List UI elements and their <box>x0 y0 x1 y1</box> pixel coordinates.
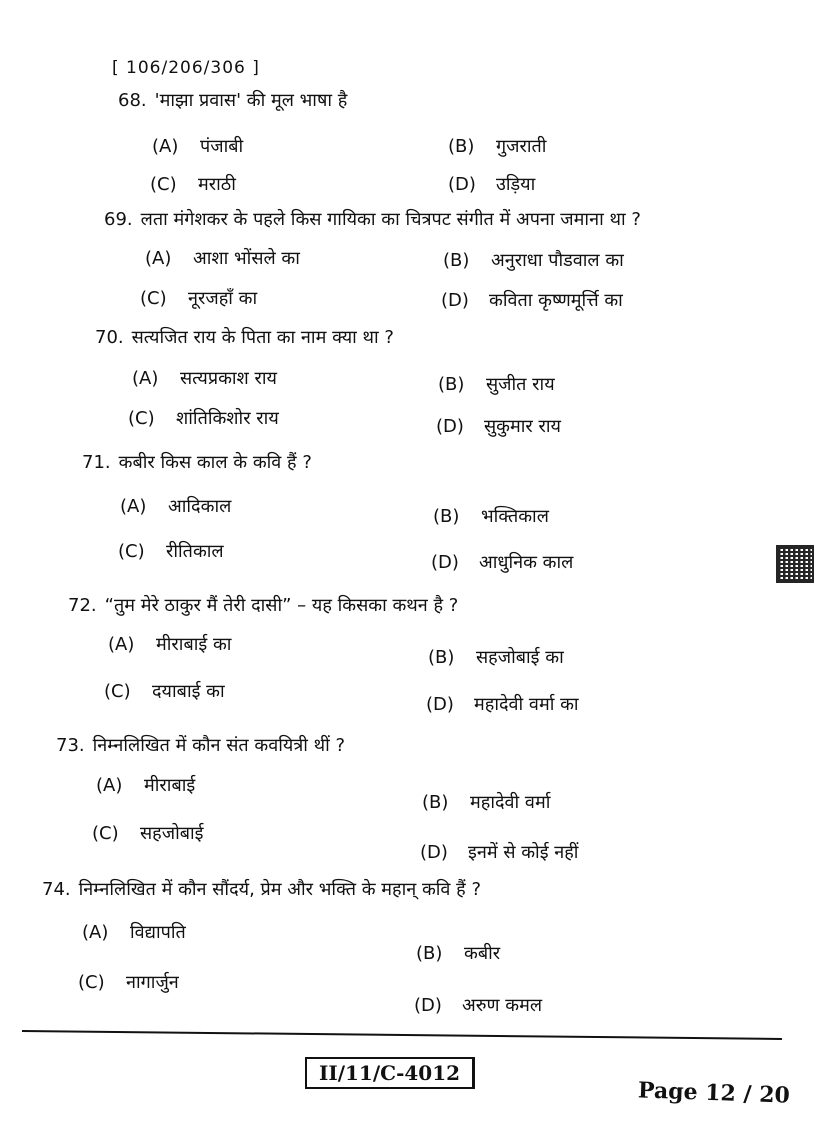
option-d <box>414 993 542 1017</box>
question-number: 68. <box>118 90 147 111</box>
option-d <box>426 692 579 716</box>
option-label: (D) <box>431 552 459 573</box>
option-label: (C) <box>118 541 145 562</box>
booklet-code: II/11/C-4012 <box>305 1057 475 1089</box>
option-text: रीतिकाल <box>166 541 224 562</box>
option-label: (A) <box>132 368 159 389</box>
option-c <box>104 679 225 703</box>
option-a <box>120 494 231 518</box>
option-label: (D) <box>420 842 448 863</box>
option-label: (A) <box>152 136 179 157</box>
option-label: (D) <box>441 290 469 311</box>
option-label: (B) <box>443 250 470 271</box>
option-c <box>140 286 257 310</box>
option-label: (B) <box>416 943 443 964</box>
option-text: इनमें से कोई नहीं <box>468 842 579 863</box>
option-text: सत्यप्रकाश राय <box>180 368 277 389</box>
question-73 <box>56 733 345 757</box>
option-text: नूरजहाँ का <box>188 288 258 309</box>
option-d <box>436 414 561 438</box>
option-a <box>145 246 300 270</box>
option-label: (C) <box>150 174 177 195</box>
question-text: निम्नलिखित में कौन संत कवयित्री थीं ? <box>92 735 346 756</box>
question-number: 72. <box>68 595 97 616</box>
option-c <box>150 172 236 196</box>
option-d <box>420 840 578 864</box>
option-b <box>438 372 555 396</box>
question-number: 70. <box>95 327 124 348</box>
question-70 <box>95 325 394 349</box>
option-a <box>82 920 186 944</box>
question-text: निम्नलिखित में कौन सौंदर्य, प्रेम और भक्ति के महान् कवि हैं ? <box>78 879 481 900</box>
option-a <box>96 773 195 797</box>
option-d <box>431 550 573 574</box>
option-a <box>152 134 243 158</box>
option-text: कविता कृष्णमूर्त्ति का <box>489 290 623 311</box>
option-b <box>433 504 549 528</box>
option-text: सुजीत राय <box>486 374 555 395</box>
option-label: (C) <box>92 823 119 844</box>
option-text: सुकुमार राय <box>484 416 561 437</box>
option-label: (C) <box>128 408 155 429</box>
question-number: 73. <box>56 735 85 756</box>
question-text: लता मंगेशकर के पहले किस गायिका का चित्रपट संगीत में अपना जमाना था ? <box>140 209 641 230</box>
question-72 <box>68 593 458 617</box>
option-text: मराठी <box>198 174 236 195</box>
option-d <box>441 288 623 312</box>
option-text: उड़िया <box>496 174 536 195</box>
option-text: महादेवी वर्मा <box>470 792 551 813</box>
option-a <box>108 632 231 656</box>
option-label: (D) <box>448 174 476 195</box>
question-text: “तुम मेरे ठाकुर मैं तेरी दासी” – यह किसका कथन है ? <box>104 595 459 616</box>
option-label: (B) <box>428 647 455 668</box>
option-label: (D) <box>426 694 454 715</box>
question-text: 'माझा प्रवास' की मूल भाषा है <box>154 90 348 111</box>
option-label: (C) <box>104 681 131 702</box>
question-text: कबीर किस काल के कवि हैं ? <box>118 452 312 473</box>
question-number: 71. <box>82 452 111 473</box>
option-text: शांतिकिशोर राय <box>176 408 279 429</box>
question-number: 74. <box>42 879 71 900</box>
option-c <box>118 539 224 563</box>
option-text: आधुनिक काल <box>479 552 574 573</box>
qr-code-icon <box>776 545 814 583</box>
paper-code-header: [ 106/206/306 ] <box>112 58 260 78</box>
option-label: (B) <box>448 136 475 157</box>
option-b <box>422 790 550 814</box>
question-74 <box>42 877 481 901</box>
option-b <box>416 941 500 965</box>
option-text: भक्तिकाल <box>481 506 549 527</box>
option-text: सहजोबाई का <box>476 647 564 668</box>
option-text: सहजोबाई <box>140 823 204 844</box>
option-label: (A) <box>96 775 123 796</box>
option-label: (A) <box>145 248 172 269</box>
option-text: अरुण कमल <box>462 995 543 1016</box>
option-text: गुजराती <box>496 136 547 157</box>
option-text: मीराबाई <box>144 775 196 796</box>
option-c <box>92 821 204 845</box>
option-text: मीराबाई का <box>156 634 232 655</box>
option-c <box>128 406 279 430</box>
option-label: (A) <box>82 922 109 943</box>
option-label: (B) <box>438 374 465 395</box>
option-label: (B) <box>422 792 449 813</box>
option-text: अनुराधा पौडवाल का <box>491 250 624 271</box>
question-text: सत्यजित राय के पिता का नाम क्या था ? <box>131 327 394 348</box>
footer-divider <box>22 1030 782 1040</box>
option-label: (C) <box>78 972 105 993</box>
option-text: कबीर <box>464 943 501 964</box>
option-text: आदिकाल <box>168 496 232 517</box>
option-b <box>448 134 546 158</box>
question-number: 69. <box>104 209 133 230</box>
option-label: (A) <box>108 634 135 655</box>
option-d <box>448 172 535 196</box>
option-a <box>132 366 277 390</box>
question-71 <box>82 450 312 474</box>
option-text: पंजाबी <box>200 136 244 157</box>
option-text: नागार्जुन <box>126 972 179 993</box>
question-68 <box>118 88 347 112</box>
page-number: Page 12 / 20 <box>637 1077 791 1109</box>
option-b <box>443 248 624 272</box>
option-label: (D) <box>436 416 464 437</box>
question-69 <box>104 207 641 231</box>
option-b <box>428 645 564 669</box>
option-label: (A) <box>120 496 147 517</box>
option-c <box>78 970 179 994</box>
option-text: विद्यापति <box>130 922 186 943</box>
option-text: दयाबाई का <box>152 681 225 702</box>
option-label: (D) <box>414 995 442 1016</box>
option-label: (C) <box>140 288 167 309</box>
option-text: महादेवी वर्मा का <box>474 694 579 715</box>
option-label: (B) <box>433 506 460 527</box>
option-text: आशा भोंसले का <box>193 248 300 269</box>
